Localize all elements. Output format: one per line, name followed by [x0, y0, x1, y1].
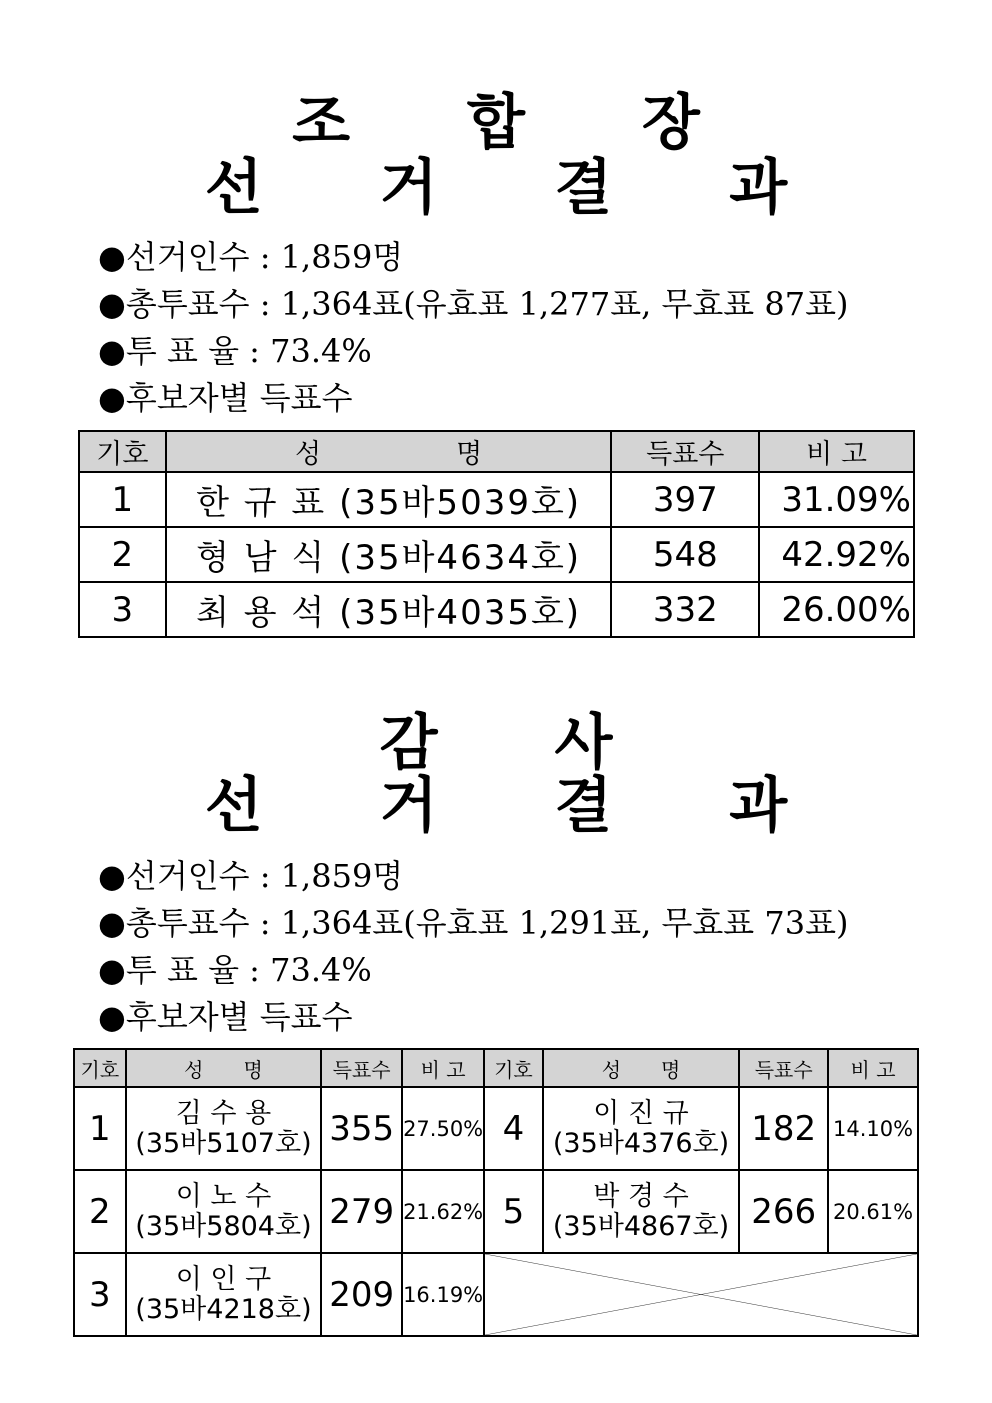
candidate-name-cell — [126, 1253, 322, 1336]
candidate-percent: 42.92% — [759, 527, 914, 582]
header-number: 기호 — [79, 431, 166, 472]
table-row — [74, 1170, 918, 1253]
candidate-percent: 16.19% — [402, 1253, 484, 1336]
candidate-percent: 31.09% — [759, 472, 914, 527]
section2-title: 감 사 — [379, 708, 661, 778]
candidate-plate: (35바5804호) — [135, 1210, 312, 1242]
section1-info-electors: ●선거인수 : 1,859명 — [98, 238, 404, 276]
candidate-name: 최 용 석 (35바4035호) — [166, 582, 612, 637]
candidate-name-cell — [126, 1170, 322, 1253]
bullet-icon: ● — [98, 904, 126, 942]
bullet-icon: ● — [98, 951, 126, 989]
candidate-plate: (35바4867호) — [552, 1210, 730, 1242]
section2-info-turnout: ●투 표 율 : 73.4% — [98, 951, 372, 989]
section2-info-electors: ●선거인수 : 1,859명 — [98, 857, 404, 895]
candidate-name: 박 경 수 — [593, 1180, 689, 1212]
header-votes: 득표수 — [321, 1049, 402, 1087]
auditor-results-table — [73, 1048, 919, 1337]
candidate-number: 4 — [484, 1087, 543, 1170]
chairman-results-table — [78, 430, 915, 638]
candidate-name-cell — [543, 1170, 740, 1253]
candidate-percent: 27.50% — [402, 1087, 484, 1170]
candidate-votes: 209 — [321, 1253, 402, 1336]
bullet-icon: ● — [98, 332, 126, 370]
section2-subtitle: 선 거 결 과 — [204, 771, 836, 841]
header-note: 비 고 — [759, 431, 914, 472]
table-row — [79, 582, 914, 637]
header-number: 기호 — [484, 1049, 543, 1087]
section1-info-candidate-votes: ●후보자별 득표수 — [98, 379, 353, 417]
section1-info-turnout: ●투 표 율 : 73.4% — [98, 332, 372, 370]
candidate-name: 이 진 규 — [593, 1097, 689, 1129]
table-row — [79, 472, 914, 527]
header-name: 성 명 — [166, 431, 612, 472]
candidate-number: 1 — [79, 472, 166, 527]
header-note: 비 고 — [402, 1049, 484, 1087]
table-row — [74, 1087, 918, 1170]
candidate-name: 형 남 식 (35바4634호) — [166, 527, 612, 582]
header-votes: 득표수 — [739, 1049, 828, 1087]
candidate-number: 1 — [74, 1087, 126, 1170]
candidate-plate: (35바4376호) — [552, 1127, 730, 1159]
candidate-name: 김 수 용 — [175, 1097, 272, 1129]
bullet-icon: ● — [98, 998, 126, 1036]
candidate-votes: 548 — [611, 527, 759, 582]
candidate-votes: 355 — [321, 1087, 402, 1170]
candidate-votes: 279 — [321, 1170, 402, 1253]
header-number: 기호 — [74, 1049, 126, 1087]
candidate-plate: (35바4218호) — [135, 1293, 312, 1325]
bullet-icon: ● — [98, 238, 126, 276]
cross-out-mark — [485, 1254, 917, 1335]
empty-crossed-cell — [484, 1253, 918, 1336]
candidate-number: 2 — [79, 527, 166, 582]
candidate-percent: 14.10% — [828, 1087, 918, 1170]
table-row — [79, 527, 914, 582]
header-name: 성 명 — [543, 1049, 740, 1087]
candidate-name-cell — [126, 1087, 322, 1170]
candidate-name: 이 노 수 — [175, 1180, 272, 1212]
candidate-plate: (35바5107호) — [135, 1127, 312, 1159]
candidate-percent: 21.62% — [402, 1170, 484, 1253]
bullet-icon: ● — [98, 857, 126, 895]
candidate-votes: 266 — [739, 1170, 828, 1253]
header-name: 성 명 — [126, 1049, 322, 1087]
candidate-name-cell — [543, 1087, 740, 1170]
candidate-votes: 332 — [611, 582, 759, 637]
candidate-percent: 20.61% — [828, 1170, 918, 1253]
bullet-icon: ● — [98, 379, 126, 417]
section2-info-candidate-votes: ●후보자별 득표수 — [98, 998, 353, 1036]
header-note: 비 고 — [828, 1049, 918, 1087]
candidate-name: 이 인 구 — [175, 1263, 272, 1295]
candidate-number: 3 — [79, 582, 166, 637]
section1-title: 조 합 장 — [292, 88, 748, 158]
candidate-percent: 26.00% — [759, 582, 914, 637]
candidate-number: 5 — [484, 1170, 543, 1253]
bullet-icon: ● — [98, 285, 126, 323]
candidate-number: 2 — [74, 1170, 126, 1253]
header-votes: 득표수 — [611, 431, 759, 472]
candidate-number: 3 — [74, 1253, 126, 1336]
candidate-name: 한 규 표 (35바5039호) — [166, 472, 612, 527]
section2-info-total-votes: ●총투표수 : 1,364표(유효표 1,291표, 무효표 73표) — [98, 904, 849, 942]
candidate-votes: 182 — [739, 1087, 828, 1170]
section1-subtitle: 선 거 결 과 — [204, 153, 836, 223]
section1-info-total-votes: ●총투표수 : 1,364표(유효표 1,277표, 무효표 87표) — [98, 285, 849, 323]
candidate-votes: 397 — [611, 472, 759, 527]
table-row — [74, 1253, 918, 1336]
